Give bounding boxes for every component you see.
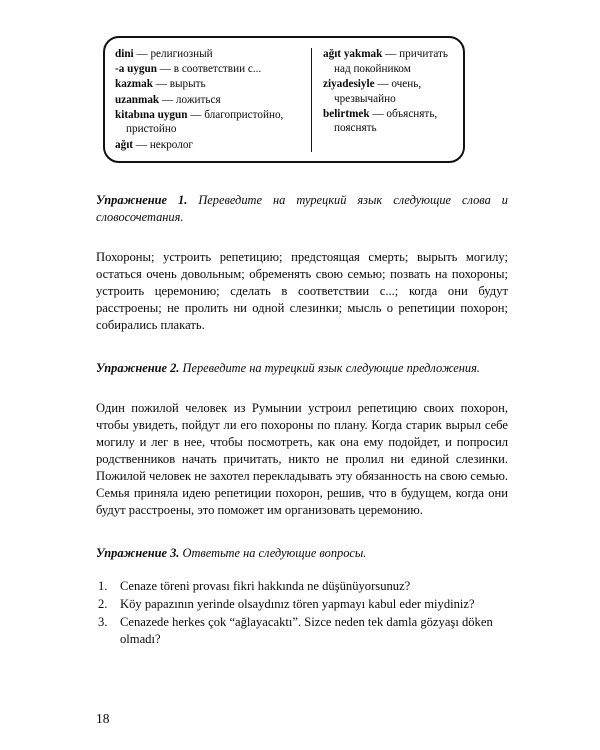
- question-number: 3.: [98, 615, 108, 630]
- vocabulary-dash: —: [155, 78, 167, 91]
- vocabulary-term: uzanmak: [115, 93, 160, 106]
- vocabulary-dash: —: [190, 108, 202, 121]
- vocabulary-term: ziyadesiyle: [323, 77, 375, 90]
- exercise-3-heading: [96, 545, 508, 562]
- vocabulary-entry: [115, 77, 301, 92]
- exercise-3-label: Упражнение 3.: [96, 545, 180, 560]
- vocabulary-gloss: вырыть: [169, 78, 206, 91]
- vocabulary-gloss: причитать над покойником: [334, 48, 449, 75]
- question-text: Köy papazının yerinde olsaydınız tören yapmayı kabul eder miydiniz?: [120, 597, 475, 612]
- exercise-2-label: Упражнение 2.: [96, 360, 180, 375]
- vocabulary-entry: [115, 108, 301, 137]
- question-text: Cenazede herkes çok “ağlayacaktı”. Sizce neden tek damla gözyaşı döken olmadı?: [120, 615, 493, 647]
- spacer: [96, 376, 508, 400]
- vocabulary-term: ağıt yakmak: [323, 48, 383, 60]
- exercise-3-prompt: Ответьте на следующие вопросы.: [179, 545, 367, 560]
- exercise-1-body: Похороны; устроить репетицию; предстоящая смерть; вырыть могилу; остаться очень довольным; обременять свою семью; позвать на похороны; устроить церемонию; сделать в соответствии с...; когда они будут расстроены; не пролить ни одной слезинки; мысль о репетиции похорон; собирались плакать.: [96, 250, 508, 332]
- vocabulary-gloss: благопристойно, пристойно: [126, 108, 284, 136]
- vocabulary-entry: [115, 93, 301, 108]
- vocabulary-dash: —: [159, 63, 171, 76]
- vocabulary-gloss: некролог: [149, 138, 194, 151]
- vocabulary-term: -a uygun: [115, 63, 157, 76]
- vocabulary-term: ağıt: [115, 138, 134, 151]
- question-item: [96, 596, 508, 613]
- vocabulary-entry: [115, 62, 301, 77]
- question-text: Cenaze töreni provası fikri hakkında ne düşünüyorsunuz?: [120, 579, 411, 594]
- vocabulary-gloss: ложиться: [175, 93, 221, 106]
- exercise-1-prompt: Переведите на турецкий язык следующие слова и словосочетания.: [96, 193, 508, 224]
- vocabulary-entry: [323, 107, 453, 136]
- vocabulary-entry: [323, 77, 453, 106]
- vocabulary-right-column: [312, 47, 453, 153]
- exercise-2-prompt: Переведите на турецкий язык следующие предложения.: [179, 360, 480, 375]
- vocabulary-dash: —: [136, 48, 148, 60]
- exercise-3-question-list: [96, 578, 508, 648]
- exercise-1-heading: [96, 192, 508, 225]
- exercise-1-label: Упражнение 1.: [96, 193, 188, 207]
- vocabulary-term: kitabına uygun: [115, 108, 188, 121]
- question-item: [96, 614, 508, 648]
- spacer: [96, 519, 508, 545]
- vocabulary-gloss: религиозный: [150, 48, 213, 60]
- vocabulary-dash: —: [161, 93, 174, 106]
- vocabulary-term: belirtmek: [323, 107, 370, 120]
- exercise-2-heading: [96, 360, 508, 377]
- spacer: [96, 334, 508, 360]
- vocabulary-dash: —: [135, 138, 148, 151]
- vocabulary-gloss: в соответствии с...: [173, 63, 262, 76]
- vocabulary-entry: [115, 47, 301, 62]
- vocabulary-term: kazmak: [115, 78, 153, 91]
- spacer: [96, 225, 508, 249]
- question-item: [96, 578, 508, 595]
- vocabulary-gloss: объяснять, пояснять: [334, 107, 438, 135]
- vocabulary-gloss: очень, чрезвычайно: [334, 77, 422, 105]
- page-content: [96, 192, 508, 649]
- question-number: 1.: [98, 579, 108, 594]
- vocabulary-dash: —: [372, 107, 384, 120]
- vocabulary-dash: —: [377, 77, 389, 90]
- vocabulary-box: [103, 36, 465, 163]
- exercise-2-body: Один пожилой человек из Румынии устроил репетицию своих похорон, чтобы увидеть, пойдут ли его похороны по плану. Когда старик вырыл себе могилу и лег в нее, чтобы посмотреть, как она ему подойдет, и попросил родственников начать причитать, никто не пролил ни единой слезинки. Пожилой человек не захотел перекладывать эту обязанность на свою семью. Семья приняла идею репетиции похорон, решив, что в будущем, когда они будут расстроены, это поможет им организовать церемонию.: [96, 401, 508, 517]
- vocabulary-entry: [115, 138, 301, 153]
- page-number: 18: [96, 711, 110, 726]
- vocabulary-entry: [323, 47, 453, 76]
- vocabulary-left-column: [115, 47, 311, 153]
- spacer: [96, 561, 508, 578]
- vocabulary-dash: —: [385, 48, 397, 60]
- vocabulary-term: dini: [115, 48, 134, 60]
- question-number: 2.: [98, 597, 108, 612]
